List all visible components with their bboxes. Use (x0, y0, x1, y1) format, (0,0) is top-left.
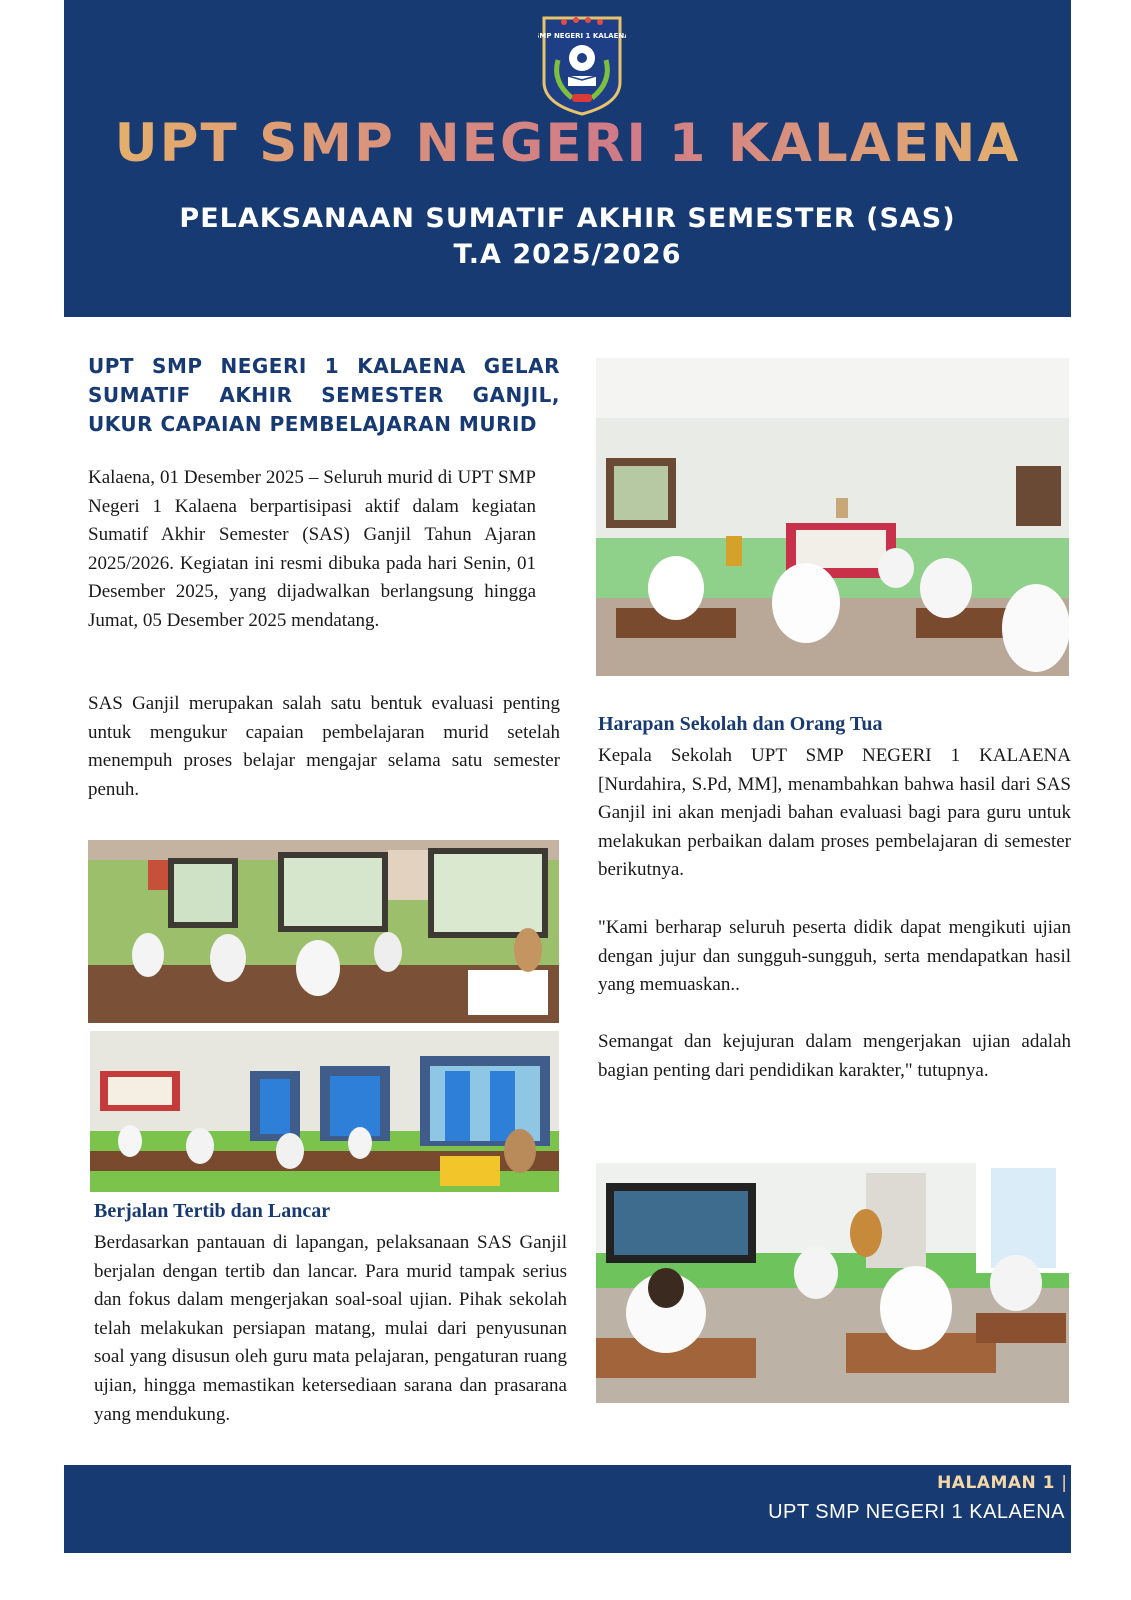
principal-closing-paragraph: Semangat dan kejujuran dalam mengerjakan ujian adalah bagian penting dari pendidikan karakter," tutupnya. (598, 1031, 1071, 1081)
academic-year: T.A 2025/2026 (453, 239, 682, 270)
principal-quote-paragraph: "Kami berharap seluruh peserta didik dapat mengikuti ujian dengan jujur dan sungguh-sungguh, serta mendapatkan hasil yang memuaskan.. (598, 917, 1071, 996)
article-headline: UPT SMP NEGERI 1 KALAENA GELAR SUMATIF AKHIR SEMESTER GANJIL, UKUR CAPAIAN PEMBELAJARAN MURID (88, 354, 560, 436)
school-title: UPT SMP NEGERI 1 KALAENA (64, 112, 1071, 176)
intro-paragraph: Kalaena, 01 Desember 2025 – Seluruh murid di UPT SMP Negeri 1 Kalaena berpartisipasi aktif dalam kegiatan Sumatif Akhir Semester (SAS) Ganjil Tahun Ajaran 2025/2026. Kegiatan ini resmi dibuka pada hari Senin, 01 Desember 2025, yang dijadwalkan berlangsung hingga Jumat, 05 Desember 2025 mendatang. (88, 467, 536, 631)
classroom-photo-3 (90, 1031, 559, 1192)
footer-banner (64, 1465, 1071, 1553)
footer-school-name: UPT SMP NEGERI 1 KALAENA (768, 1501, 1065, 1523)
sas-purpose-paragraph: SAS Ganjil merupakan salah satu bentuk evaluasi penting untuk mengukur capaian pembelajaran murid setelah menempuh proses belajar mengajar selama satu semester penuh. (88, 693, 560, 800)
svg-text:SMP NEGERI 1 KALAENA: SMP NEGERI 1 KALAENA (538, 32, 626, 40)
section-title-harapan: Harapan Sekolah dan Orang Tua (598, 713, 883, 735)
classroom-photo-4 (596, 1163, 1069, 1403)
page-divider: | (1061, 1473, 1067, 1493)
school-emblem (538, 12, 626, 116)
classroom-photo-1 (596, 358, 1069, 676)
implementation-paragraph: Berdasarkan pantauan di lapangan, pelaksanaan SAS Ganjil berjalan dengan tertib dan lancar. Para murid tampak serius dan fokus dalam mengerjakan soal-soal ujian. Pihak sekolah telah melakukan persiapan matang, mulai dari penyusunan soal yang disusun oleh guru mata pelajaran, pengaturan ruang ujian, hingga memastikan ketersediaan sarana dan prasarana yang mendukung. (94, 1232, 567, 1425)
section-title-tertib: Berjalan Tertib dan Lancar (94, 1200, 331, 1222)
principal-statement-paragraph: Kepala Sekolah UPT SMP NEGERI 1 KALAENA [Nurdahira, S.Pd, MM], menambahkan bahwa hasil dari SAS Ganjil ini akan menjadi bahan evaluasi bagi para guru untuk melakukan perbaikan dalam proses pembelajaran di semester berikutnya. (598, 745, 1071, 881)
event-subtitle: PELAKSANAAN SUMATIF AKHIR SEMESTER (SAS) (179, 203, 956, 234)
page-label: HALAMAN 1 (937, 1473, 1055, 1493)
classroom-photo-2 (88, 840, 559, 1023)
